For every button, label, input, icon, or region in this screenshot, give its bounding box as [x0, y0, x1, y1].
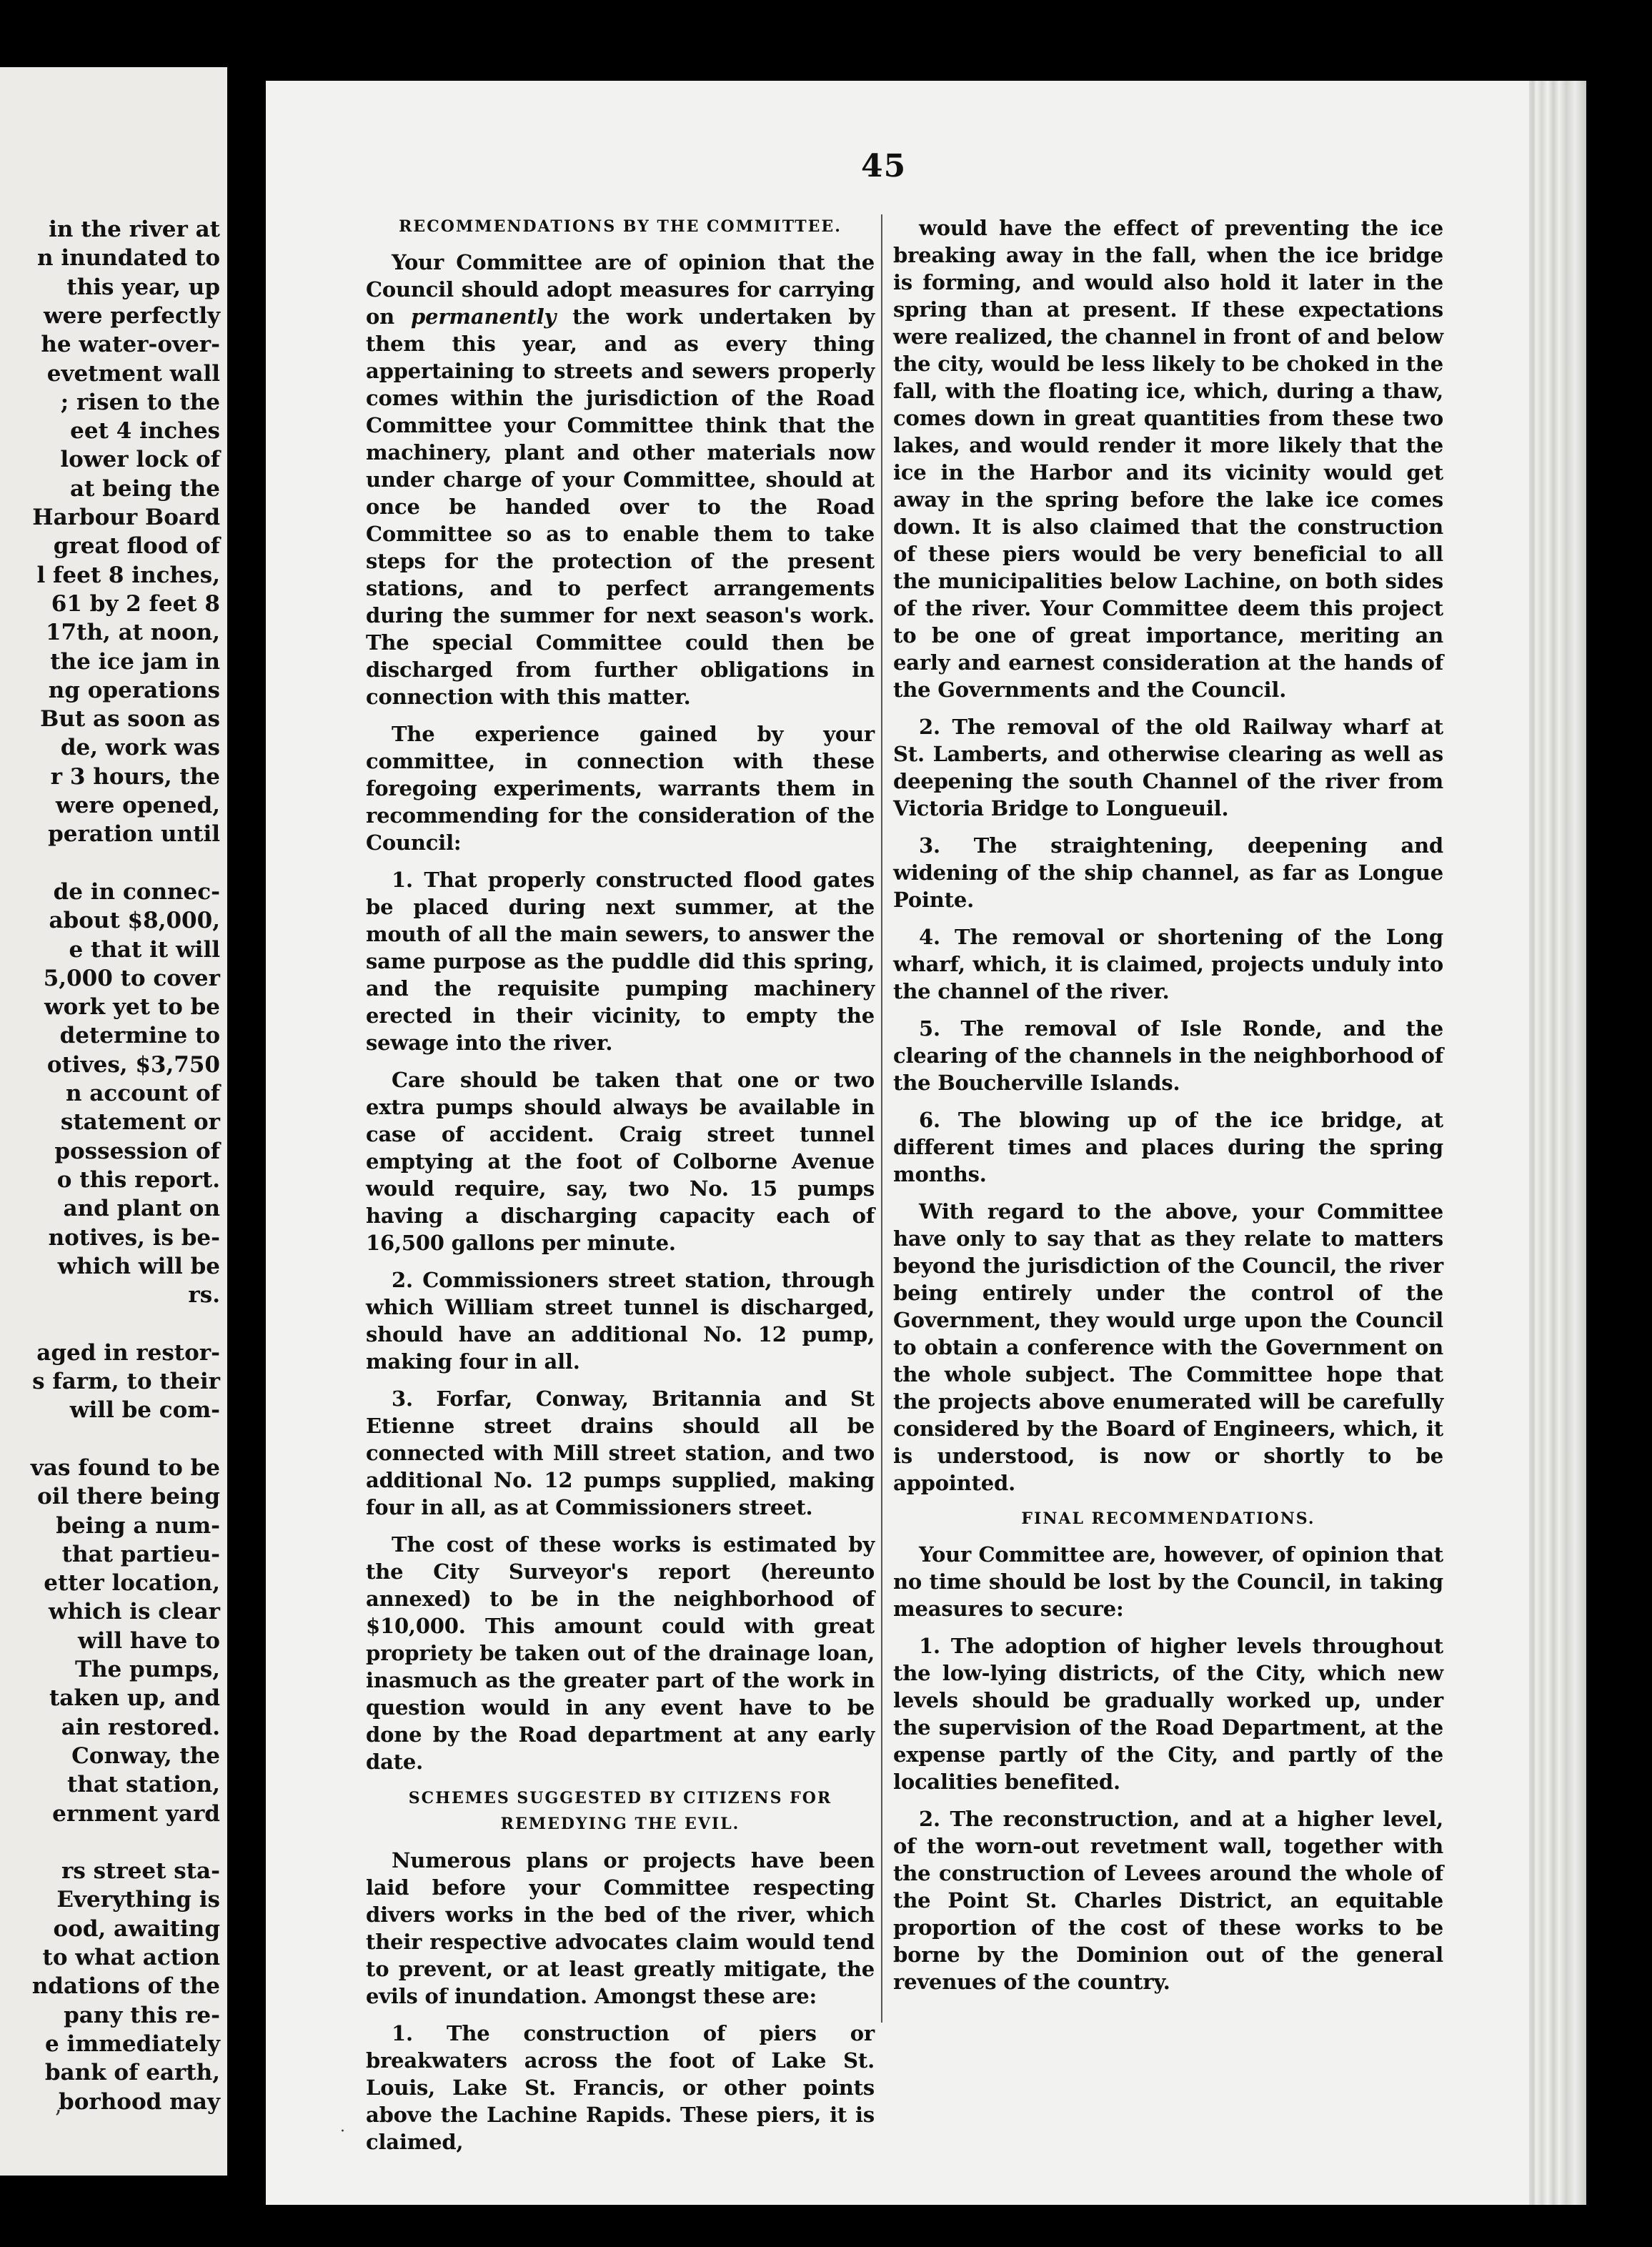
- fragment-line: were opened,: [55, 793, 220, 818]
- fragment-line: 17th, at noon,: [45, 620, 220, 646]
- left-page-fragment: [0, 67, 227, 2176]
- fragment-line: r 3 hours, the: [50, 763, 220, 790]
- paragraph: 1. The adoption of higher levels throughout the low-lying districts, of the City, which new levels should be gradually worked up, under the supervision of the Road Department, at the expense partly of the City, and partly of the localities benefited.: [893, 1634, 1443, 1794]
- fragment-line: ernment yard: [52, 1800, 220, 1827]
- fragment-line: Harbour Board: [32, 505, 220, 530]
- fragment-line: he water-over-: [41, 332, 220, 358]
- fragment-line: and plant on: [63, 1196, 220, 1222]
- fragment-line: the ice jam in: [50, 648, 220, 675]
- fragment-line: which is clear: [48, 1599, 220, 1625]
- fragment-line: ; risen to the: [60, 389, 220, 415]
- fragment-line: eet 4 inches: [70, 418, 220, 445]
- paragraph: Care should be taken that one or two extra pumps should always be available in case of accident. Craig street tunnel emptying at the foot of Colborne Avenue would require, say, two No. 15 pumps having a discharging capacity each of 16,500 gallons per minute.: [366, 1068, 875, 1255]
- fragment-line: n inundated to: [37, 245, 220, 272]
- fragment-line: The pumps,: [74, 1657, 220, 1682]
- fragment-line: great flood of: [53, 533, 220, 560]
- fragment-line: 5,000 to cover: [43, 965, 220, 991]
- fragment-line: evetment wall: [46, 360, 220, 387]
- paragraph: 1. That properly constructed flood gates be placed during next summer, at the mouth of all the main sewers, to answer the same purpose as the puddle did this spring, and the requisite pumping machinery erected in their vicinity, to empty the sewage into the river.: [366, 868, 875, 1055]
- fragment-line: Conway, the: [71, 1742, 220, 1769]
- fragment-line: lower lock of: [60, 447, 220, 473]
- fragment-line: o this report.: [56, 1166, 220, 1193]
- fragment-line: oil there being: [37, 1484, 220, 1510]
- fragment-line: bank of earth,: [44, 2060, 220, 2086]
- fragment-line: ood, awaiting: [53, 1915, 220, 1942]
- fragment-line: which will be: [57, 1253, 220, 1279]
- paragraph: 1. The construction of piers or breakwaters across the foot of Lake St. Louis, Lake St. Francis, or other points above the Lachine Rapids. These piers, it is claimed,: [366, 2021, 875, 2154]
- fragment-line: ndations of the: [31, 1973, 220, 2000]
- paragraph: 4. The removal or shortening of the Long wharf, which, it is claimed, projects unduly into the channel of the river.: [893, 925, 1443, 1003]
- paragraph: would have the effect of preventing the ice breaking away in the fall, when the ice bridge is forming, and would also hold it later in the spring than at present. If these expectations were realized, the channel in front of and below the city, would be less likely to be choked in the fall, with the floating ice, which, during a thaw, comes down in great quantities from these two lakes, and would render it more likely that the ice in the Harbor and its vicinity would get away in the spring before the lake ice comes down. It is also claimed that the construction of these piers would be very beneficial to all the municipalities below Lachine, on both sides of the river. Your Committee deem this project to be one of great importance, meriting an early and earnest consideration at the hands of the Governments and the Council.: [893, 216, 1443, 702]
- fragment-line: otives, $3,750: [46, 1051, 220, 1078]
- fragment-line: rs.: [188, 1282, 220, 1309]
- section-heading: FINAL RECOMMENDATIONS.: [1021, 1509, 1315, 1528]
- fragment-line: being a num-: [56, 1512, 220, 1539]
- fragment-line: about $8,000,: [49, 908, 220, 934]
- paragraph: Numerous plans or projects have been laid before your Committee respecting divers works in the bed of the river, which their respective advocates claim would tend to prevent, or at least greatly mitigate, the evils of inundation. Amongst these are:: [366, 1848, 875, 2008]
- fragment-line: possession of: [54, 1138, 220, 1164]
- fragment-line: will be com-: [69, 1397, 220, 1424]
- fragment-line: were perfectly: [43, 302, 220, 329]
- paragraph: 2. Commissioners street station, through which William street tunnel is discharged, should have an additional No. 12 pump, making four in all.: [366, 1268, 875, 1374]
- page-edge-stack: [1529, 81, 1586, 2205]
- fragment-line: 61 by 2 feet 8: [51, 590, 220, 617]
- fragment-line: this year, up: [66, 274, 220, 300]
- fragment-line: determine to: [59, 1023, 220, 1049]
- fragment-line: that station,: [66, 1772, 220, 1798]
- paragraph: 2. The reconstruction, and at a higher level, of the worn-out revetment wall, together with the construction of Levees around the whole of the Point St. Charles District, an equitable proportion of the cost of these works to be borne by the Dominion out of the general revenues of the country.: [893, 1807, 1443, 1994]
- paragraph: The cost of these works is estimated by the City Surveyor's report (hereunto annexed) to be in the neighborhood of $10,000. This amount could with great propriety be taken out of the drainage loan, inasmuch as the greater part of the work in question would in any event have to be done by the Road department at any early date.: [366, 1532, 875, 1774]
- fragment-line: But as soon as: [40, 706, 220, 733]
- fragment-line: vas found to be: [30, 1454, 220, 1481]
- paragraph: With regard to the above, your Committee have only to say that as they relate to matters beyond the jurisdiction of the Council, the river being entirely under the control of the Government, they would urge upon the Council to obtain a conference with the Government on the whole subject. The Committee hope that the projects above enumerated will be carefully considered by the Board of Engineers, which, it is understood, is now or shortly to be appointed.: [893, 1199, 1443, 1495]
- fragment-line: that partieu-: [61, 1541, 220, 1567]
- fragment-line: statement or: [60, 1109, 220, 1136]
- fragment-line: de in connec-: [53, 878, 220, 905]
- fragment-line: rs street sta-: [61, 1858, 220, 1885]
- paragraph: 3. Forfar, Conway, Britannia and St Etienne street drains should all be connected with Mill street station, and two additional No. 12 pumps supplied, making four in all, as at Commissioners street.: [366, 1387, 875, 1519]
- ink-mark: ’: [54, 2105, 62, 2132]
- paragraph: Your Committee are of opinion that the Council should adopt measures for carrying on permanently the work undertaken by them this year, and as every thing appertaining to streets and sewers properly comes within the jurisdiction of the Road Committee your Committee think that the machinery, plant and other materials now under charge of your Committee, should at once be handed over to the Road Committee so as to enable them to take steps for the protection of the present stations, and to perfect arrangements during the summer for next season's work. The special Committee could then be discharged from further obligations in connection with this matter.: [366, 250, 875, 709]
- fragment-line: work yet to be: [44, 994, 220, 1021]
- page-number: 45: [861, 148, 907, 184]
- column-divider: [881, 214, 882, 2023]
- fragment-line: de, work was: [60, 735, 220, 761]
- fragment-line: taken up, and: [49, 1685, 220, 1712]
- fragment-line: l feet 8 inches,: [36, 562, 220, 588]
- fragment-line: peration until: [48, 821, 220, 848]
- fragment-line: aged in restor-: [36, 1339, 220, 1366]
- fragment-line: to what action: [42, 1945, 220, 1970]
- paragraph: 2. The removal of the old Railway wharf at St. Lamberts, and otherwise clearing as well as deepening the south Channel of the river from Victoria Bridge to Longueuil.: [893, 715, 1443, 820]
- fragment-line: at being the: [70, 475, 220, 502]
- paragraph: 5. The removal of Isle Ronde, and the clearing of the channels in the neighborhood of the Boucherville Islands.: [893, 1016, 1443, 1095]
- fragment-line: e that it will: [69, 936, 220, 963]
- section-heading: SCHEMES SUGGESTED BY CITIZENS FOR REMEDYING THE EVIL.: [408, 1789, 832, 1833]
- fragment-line: etter location,: [44, 1570, 220, 1597]
- fragment-line: Everything is: [56, 1887, 220, 1913]
- fragment-line: s farm, to their: [32, 1369, 220, 1394]
- paragraph: 6. The blowing up of the ice bridge, at different times and places during the spring months.: [893, 1108, 1443, 1186]
- fragment-line: n account of: [65, 1081, 220, 1106]
- fragment-line: e immediately: [45, 2030, 220, 2057]
- fragment-line: pany this re-: [64, 2002, 220, 2028]
- fragment-line: in the river at: [49, 217, 220, 242]
- fragment-line: ain restored.: [61, 1714, 220, 1740]
- right-column: [893, 214, 1443, 2005]
- fragment-line: borhood may: [59, 2088, 220, 2115]
- fragment-line: notives, is be-: [48, 1224, 220, 1251]
- paragraph: The experience gained by your committee, in connection with these foregoing experiments, warrants them in recommending for the consideration of the Council:: [366, 722, 875, 855]
- fragment-line: ng operations: [48, 677, 220, 703]
- section-heading: RECOMMENDATIONS BY THE COMMITTEE.: [399, 217, 842, 236]
- paragraph: Your Committee are, however, of opinion that no time should be lost by the Council, in taking measures to secure:: [893, 1542, 1443, 1621]
- fragment-line: will have to: [78, 1627, 220, 1654]
- ink-mark: ·: [340, 2123, 345, 2141]
- left-column: [366, 214, 875, 2166]
- paragraph: 3. The straightening, deepening and widening of the ship channel, as far as Longue Pointe.: [893, 833, 1443, 912]
